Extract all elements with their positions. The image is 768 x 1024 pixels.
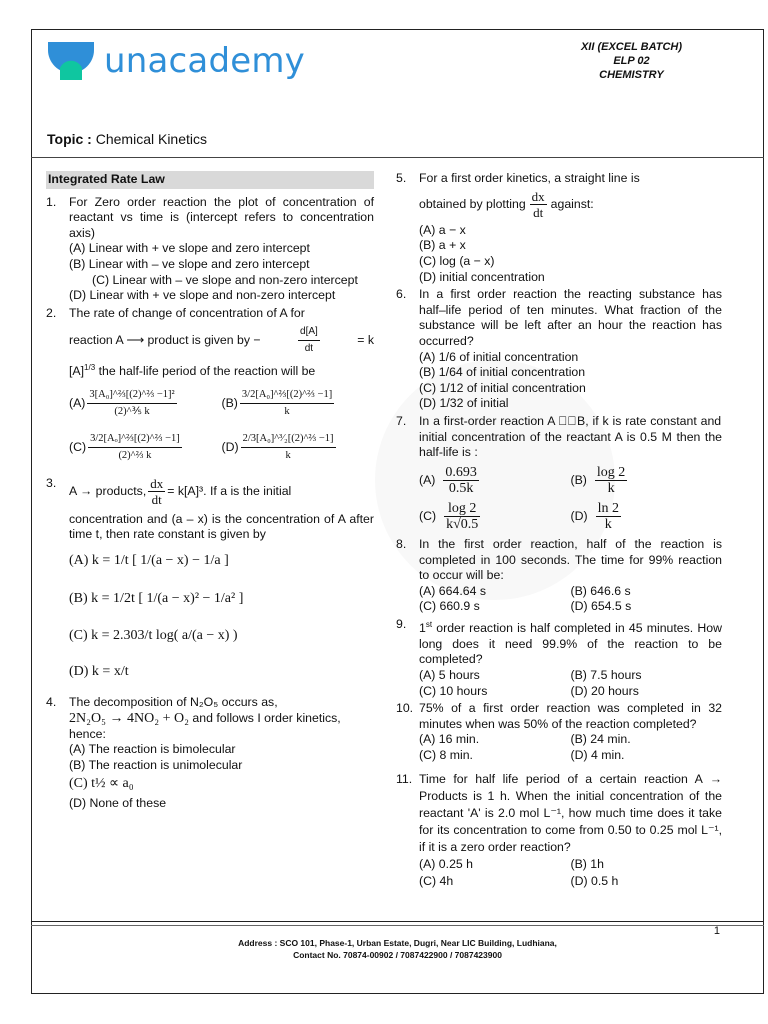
subject-name: CHEMISTRY (599, 69, 664, 81)
rate-equals: = k (357, 332, 374, 347)
option-fraction (241, 431, 336, 463)
question-text: 75% of a first order reaction was completed in 32 minutes when was 50% of the reaction completed? (419, 701, 722, 731)
option-fraction (444, 501, 480, 533)
question-text: In the first order reaction, half of the reaction is completed in 100 seconds. The time for 99% reaction to occur will be: (419, 537, 722, 583)
fraction-numerator: 3/2[Aₒ]^⅔[(2)^⅔ −1] (88, 431, 182, 448)
fraction-numerator: dx (531, 188, 545, 204)
question-text: In a first order reaction the reacting substance has half–life period of ten minutes. What fraction of the substance will be left after an hour the reaction has occurred? (419, 287, 722, 348)
question-number: 7. (396, 413, 407, 428)
fraction-numerator: 2/3[A₀]^³⁄₂[(2)^⅔ −1] (241, 431, 336, 448)
option-b: (B) 1/64 of initial concentration (419, 365, 586, 380)
option-a: (A) Linear with + ve slope and zero intercept (69, 241, 310, 256)
option-d (222, 431, 375, 463)
option-fraction (88, 431, 182, 463)
option-a: (A) The reaction is bimolecular (69, 742, 236, 757)
brand-name: unacademy (104, 41, 306, 81)
option-b: (B) k = 1/2t [ 1/(a − x)² − 1/a² ] (69, 590, 244, 606)
question-number: 1. (46, 194, 57, 209)
option-fraction (443, 465, 479, 497)
option-fraction (87, 387, 176, 419)
question-text-line3 (69, 360, 374, 380)
option-d: (D) 1/32 of initial (419, 396, 509, 411)
fraction-denominator: dt (304, 342, 314, 354)
option-fraction (596, 501, 621, 533)
question-4 (46, 695, 374, 811)
topic-line (47, 131, 207, 147)
rate-fraction (298, 324, 320, 356)
option-c: (C) 660.9 s (419, 599, 480, 614)
question-number: 11. (396, 772, 413, 787)
batch-code: ELP 02 (613, 55, 650, 67)
option-c: (C) 8 min. (419, 747, 473, 762)
order-exponent: 1/3 (84, 362, 96, 372)
options-grid (419, 465, 722, 533)
brand-logo (46, 40, 305, 82)
question-number: 5. (396, 171, 407, 185)
option-d: (D) Linear with + ve slope and non-zero intercept (69, 288, 336, 303)
ordinal-suffix: st (425, 620, 433, 630)
fraction-denominator: k (284, 405, 290, 417)
rate-fraction (530, 189, 547, 221)
option-label: (D) (570, 509, 588, 524)
option-a (419, 465, 571, 497)
option-label: (B) (221, 395, 238, 410)
option-b: (B) 1h (570, 857, 604, 872)
fraction-numerator: log 2 (596, 464, 626, 480)
reaction-equation: 2N₂O₅ → 4NO₂ + O₂ (69, 710, 189, 726)
question-number: 9. (396, 617, 407, 632)
rate-fraction (148, 476, 165, 508)
option-d: (D) None of these (69, 795, 167, 810)
option-b: (B) Linear with – ve slope and zero intercept (69, 256, 310, 271)
topic-name: Chemical Kinetics (95, 131, 207, 147)
topic-label: Topic : (47, 131, 92, 147)
question-5 (396, 171, 722, 285)
options-grid (419, 856, 722, 890)
order-text: and follows I order kinetics, hence: (69, 710, 341, 741)
question-number: 3. (46, 475, 57, 490)
question-11 (396, 771, 722, 890)
fraction-denominator: 0.5k (448, 481, 474, 497)
half-life-text: the half-life period of the reaction will be (95, 363, 316, 378)
fraction-denominator: k (285, 450, 291, 461)
option-d: (D) 4 min. (570, 747, 625, 762)
option-a: (A) 1/6 of initial concentration (419, 349, 579, 364)
question-6 (396, 287, 722, 412)
footer-divider-thin (31, 925, 764, 926)
unacademy-logo-icon (46, 40, 96, 82)
question-text-line1: The rate of change of concentration of A for (69, 305, 305, 320)
page-number: 1 (713, 925, 720, 937)
option-a: (A) 5 hours (419, 667, 480, 682)
question-body: order reaction is half completed in 45 minutes. How long does it need 99.9% of the reaction to be completed? (419, 621, 722, 667)
option-label: (D) (221, 439, 239, 454)
fraction-denominator: (2)^⅗ k (114, 405, 150, 417)
question-text: In a first-order reaction A ⃞⃞B, if k is rate constant and initial concentration of the reactant A is 0.5 M then the half-life is : (419, 413, 722, 460)
fraction-denominator: k (607, 481, 615, 497)
option-fraction (240, 387, 334, 419)
option-c: (C) Linear with – ve slope and non-zero intercept (92, 272, 358, 287)
option-c (419, 501, 571, 533)
option-c: (C) 4h (419, 874, 454, 889)
batch-name: XII (EXCEL BATCH) (580, 41, 682, 53)
footer-address: Address : SCO 101, Phase-1, Urban Estate, Dugri, Near LIC Building, Ludhiana, (238, 938, 557, 948)
option-d: (D) 0.5 h (570, 874, 619, 889)
option-a: (A) 16 min. (419, 732, 480, 747)
left-column (46, 171, 374, 814)
option-label: (A) (69, 395, 86, 410)
fraction-numerator: 3[A₀]^⅔[(2)^⅔ −1]² (87, 387, 176, 404)
question-text-line1: For a first order kinetics, a straight line is (419, 171, 640, 185)
rate-expression: reaction A ⟶ product is given by − (69, 332, 261, 347)
ordinal-number: 1 (419, 621, 426, 636)
question-7 (396, 414, 722, 533)
question-number: 2. (46, 305, 57, 320)
question-10 (396, 701, 722, 763)
option-a (69, 387, 222, 419)
fraction-denominator: k√0.5 (446, 517, 479, 533)
question-1 (46, 195, 374, 304)
header-divider (31, 157, 764, 158)
option-label: (C) (69, 439, 87, 454)
question-text-line2 (69, 324, 374, 356)
fraction-denominator: k (604, 517, 612, 533)
question-8 (396, 537, 722, 615)
concentration-term: [A] (69, 363, 85, 378)
against-text: against: (550, 196, 594, 211)
options-grid (419, 584, 722, 615)
plot-text: obtained by plotting (419, 196, 526, 211)
fraction-numerator: 0.693 (445, 464, 477, 480)
fraction-numerator: ln 2 (597, 500, 619, 516)
rate-law-text: = k[A]³. If a is the initial (167, 483, 292, 498)
options-grid (419, 668, 722, 699)
footer-contact: Contact No. 70874-00902 / 7087422900 / 7087423900 (293, 950, 502, 960)
option-a: (A) 664.64 s (419, 583, 486, 598)
option-b (571, 465, 723, 497)
option-d: (D) 20 hours (570, 683, 639, 698)
fraction-numerator: 3/2[A₀]^⅔[(2)^⅔ −1] (240, 387, 334, 404)
option-c (69, 431, 222, 463)
option-a: (A) k = 1/t [ 1/(a − x) − 1/a ] (69, 552, 229, 568)
option-label: (C) (419, 509, 437, 524)
question-3 (46, 476, 374, 680)
option-d: (D) initial concentration (419, 269, 545, 284)
fraction-numerator: dx (150, 475, 164, 491)
question-text-line1: The decomposition of N₂O₅ occurs as, (69, 695, 278, 710)
fraction-denominator: (2)^⅔ k (118, 450, 152, 461)
option-b (222, 387, 375, 419)
option-d: (D) k = x/t (69, 663, 129, 679)
options-grid (69, 387, 374, 463)
option-b: (B) The reaction is unimolecular (69, 757, 243, 772)
option-a: (A) a − x (419, 222, 466, 237)
batch-info (581, 40, 682, 82)
question-text-line2 (69, 711, 374, 742)
option-c: (C) 1/12 of initial concentration (419, 380, 586, 395)
options-grid (419, 732, 722, 763)
question-text (419, 617, 722, 668)
question-2 (46, 306, 374, 464)
fraction-numerator: log 2 (444, 501, 480, 518)
fraction-denominator: dt (151, 492, 162, 508)
question-text: For Zero order reaction the plot of concentration of reactant vs time is (intercept refers to concentration axis) (69, 194, 374, 240)
footer (31, 937, 764, 961)
option-d (571, 501, 723, 533)
option-c: (C) k = 2.303/t log( a/(a − x) ) (69, 628, 238, 644)
question-9 (396, 617, 722, 699)
fraction-denominator: dt (533, 205, 544, 221)
question-text-line1 (69, 476, 374, 508)
option-d: (D) 654.5 s (570, 599, 632, 614)
option-b: (B) a + x (419, 238, 466, 253)
option-fraction (595, 465, 627, 497)
question-text-line2 (419, 189, 722, 221)
section-title: Integrated Rate Law (46, 171, 374, 189)
option-label: (B) (570, 472, 587, 487)
question-number: 6. (396, 287, 407, 302)
question-number: 10. (396, 701, 414, 716)
option-b: (B) 24 min. (570, 732, 631, 747)
option-c: (C) 10 hours (419, 683, 488, 698)
question-text-line2: concentration and (a – x) is the concentration of A after time t, then rate constant is given by (69, 511, 374, 542)
fraction-numerator: d[A] (298, 324, 320, 341)
question-number: 4. (46, 695, 57, 710)
option-label: (A) (419, 472, 436, 487)
question-number: 8. (396, 537, 407, 552)
right-column (396, 171, 722, 892)
option-c: (C) t½ ∝ a₀ (69, 776, 134, 792)
option-c: (C) log (a − x) (419, 253, 495, 268)
option-b: (B) 646.6 s (570, 583, 631, 598)
option-b: (B) 7.5 hours (570, 667, 642, 682)
option-a: (A) 0.25 h (419, 857, 473, 872)
reaction-text: A → products, (69, 483, 147, 498)
footer-divider (31, 921, 764, 922)
question-text: Time for half life period of a certain reaction A → Products is 1 h. When the initial concentration of the reactant 'A' is 2.0 mol L⁻¹, how much time does it take for its concentration to come from 0.50 to 0.25 mol L⁻¹, if it is a zero order reaction? (419, 772, 722, 855)
